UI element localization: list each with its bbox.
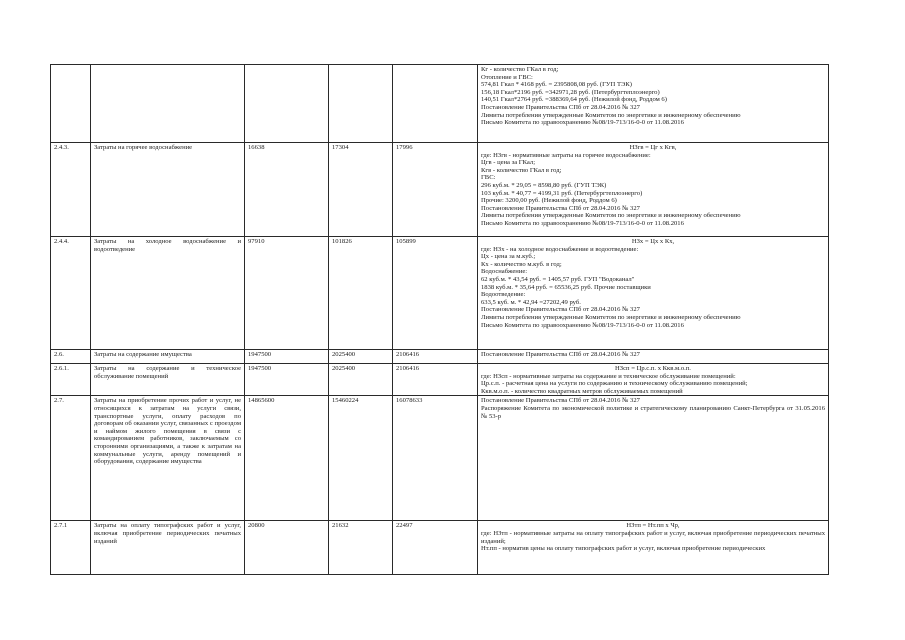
description-line: Письмо Комитета по здравоохранению №08/19-713/16-0-0 от 11.08.2016 <box>481 321 684 329</box>
row-number: 2.7.1 <box>51 521 91 575</box>
value-year-1: 1947500 <box>245 350 329 364</box>
row-number <box>51 65 91 143</box>
formula: НЗх = Цх х Кх, <box>631 238 675 245</box>
value-year-1: 1947500 <box>245 364 329 396</box>
description-line: 62 куб.м. * 43,54 руб. = 1405,57 руб. ГУП "Водоканал" <box>481 275 635 283</box>
formula: НЗсп = Цр.с.п. х Ккв.м.о.п. <box>615 365 691 372</box>
value-year-3 <box>393 65 478 143</box>
description-line: 296 куб.м. * 29,05 = 8598,80 руб. (ГУП ТЭК) <box>481 181 607 189</box>
row-number: 2.4.3. <box>51 143 91 237</box>
value-year-1: 16638 <box>245 143 329 237</box>
description-line: Лимиты потребления утвержденные Комитетом по энергетике и инженерному обеспечению <box>481 212 741 220</box>
description-line: Лимиты потребления утвержденные Комитетом по энергетике и инженерному обеспечению <box>481 111 741 119</box>
value-year-3: 16078633 <box>393 396 478 521</box>
table-row <box>51 521 829 575</box>
description-line: ГВС: <box>481 174 496 182</box>
row-description <box>478 65 829 143</box>
value-year-3: 105899 <box>393 237 478 350</box>
table-row <box>51 364 829 396</box>
description-line: Постановление Правительства СПб от 28.04.2016 № 327 <box>481 306 640 314</box>
value-year-2: 21632 <box>329 521 393 575</box>
table-row <box>51 237 829 350</box>
description-line: Постановление Правительства СПб от 28.04.2016 № 327 <box>481 103 640 111</box>
row-number: 2.6. <box>51 350 91 364</box>
description-line: 574,81 Гкал * 4168 руб. = 2395808,08 руб. (ГУП ТЭК) <box>481 81 632 89</box>
description-line: где: НЗгв - нормативные затраты на горячее водоснабжение: <box>481 151 651 159</box>
description-line: 140,51 Гкал*2764 руб. =388369,64 руб. (Нежилой фонд, Роддом 6) <box>481 96 667 104</box>
description-line: где: НЗсп - нормативные затраты на содержание и техническое обслуживание помещений: <box>481 372 736 380</box>
value-year-2 <box>329 65 393 143</box>
row-name: Затраты на холодное водоснабжение и водоотведение <box>91 237 245 350</box>
value-year-1: 14865600 <box>245 396 329 521</box>
description-line: Водоотведение: <box>481 291 526 299</box>
table-row <box>51 65 829 143</box>
table-row <box>51 396 829 521</box>
description-line: Постановление Правительства СПб от 28.04.2016 № 327 <box>481 204 640 212</box>
description-line: Цх - цена за м.куб.; <box>481 253 536 261</box>
row-description <box>478 143 829 237</box>
table-row <box>51 143 829 237</box>
value-year-3: 17996 <box>393 143 478 237</box>
description-line: 156,18 Гкал*2196 руб. =342971,28 руб. (Петербургтеплоэнерго) <box>481 88 660 96</box>
value-year-3: 2106416 <box>393 364 478 396</box>
row-description <box>478 237 829 350</box>
description-line: Постановление Правительства СПб от 28.04.2016 № 327 <box>481 397 640 405</box>
row-name: Затраты на приобретение прочих работ и услуг, не относящихся к затратам на услуги связи, транспортные услуги, оплату расходов по договорам об оказании услуг, связанных с проездом и наймом жилого помещения в связи с командированием работников, заключаемым со сторонними организациями, а также к затратам на коммунальные услуги, аренду помещений и оборудования, содержание имущества <box>91 396 245 521</box>
value-year-2: 2025400 <box>329 364 393 396</box>
description-line: 633,5 куб. м. * 42,94 =27202,49 руб. <box>481 298 581 306</box>
description-line: 1838 куб.м. * 35,64 руб. = 65536,25 руб. Прочие поставщики <box>481 283 651 291</box>
description-line: Ккв.м.о.п. - количество квадратных метров обслуживаемых помещений <box>481 387 683 395</box>
row-name: Затраты на содержание и техническое обслуживание помещений <box>91 364 245 396</box>
description-line: Постановление Правительства СПб от 28.04.2016 № 327 <box>481 351 640 358</box>
description-paragraph: Распоряжение Комитета по экономической политике и стратегическому планированию Санкт-Петербурга от 31.05.2016 № 53-р <box>481 404 825 420</box>
row-number: 2.4.4. <box>51 237 91 350</box>
row-description <box>478 521 829 575</box>
formula: НЗтп = Нт.пп х Чр, <box>626 522 680 530</box>
formula: НЗгв = Цг х Кгв, <box>629 144 677 151</box>
row-number: 2.6.1. <box>51 364 91 396</box>
value-year-2: 17304 <box>329 143 393 237</box>
row-description <box>478 350 829 364</box>
row-name: Затраты на горячее водоснабжение <box>91 143 245 237</box>
value-year-3: 22497 <box>393 521 478 575</box>
description-line: Кх - количество м.куб. в год; <box>481 260 562 268</box>
description-line: Кг - количество ГКал в год; <box>481 66 559 73</box>
description-paragraph: Нт.пп - норматив цены на оплату типографских работ и услуг, включая приобретение периодических <box>481 545 766 553</box>
description-line: Отопление и ГВС: <box>481 73 533 81</box>
row-name: Затраты на оплату типографских работ и услуг, включая приобретение периодических печатных изданий <box>91 521 245 575</box>
table-row <box>51 350 829 364</box>
description-line: Письмо Комитета по здравоохранению №08/19-713/16-0-0 от 11.08.2016 <box>481 119 684 127</box>
value-year-1: 20800 <box>245 521 329 575</box>
description-line: Цр.с.п. - расчетная цена на услуги по содержанию и техническому обслуживанию помещений; <box>481 380 748 388</box>
description-line: 103 куб.м. * 40,77 = 4199,31 руб. (Петербургтеплоэнерго) <box>481 189 643 197</box>
description-line: Цгв - цена за ГКал; <box>481 159 536 167</box>
row-description <box>478 364 829 396</box>
description-line: где: НЗх - на холодное водоснабжение и водоотведение: <box>481 245 639 253</box>
value-year-2: 15460224 <box>329 396 393 521</box>
value-year-1 <box>245 65 329 143</box>
description-paragraph: где: НЗтп - нормативные затраты на оплату типографских работ и услуг, включая приобретение периодических печатных изданий; <box>481 529 825 545</box>
description-line: Прочие: 3200,00 руб. (Нежилой фонд, Роддом 6) <box>481 197 617 205</box>
row-name <box>91 65 245 143</box>
row-number: 2.7. <box>51 396 91 521</box>
value-year-1: 97910 <box>245 237 329 350</box>
description-line: Письмо Комитета по здравоохранению №08/19-713/16-0-0 от 11.08.2016 <box>481 219 684 227</box>
value-year-2: 101826 <box>329 237 393 350</box>
description-line: Водоснабжение: <box>481 268 528 276</box>
row-description <box>478 396 829 521</box>
expense-table <box>50 64 829 575</box>
value-year-2: 2025400 <box>329 350 393 364</box>
value-year-3: 2106416 <box>393 350 478 364</box>
description-line: Лимиты потребления утвержденные Комитетом по энергетике и инженерному обеспечению <box>481 313 741 321</box>
description-line: Кгв - количество ГКал в год; <box>481 166 562 174</box>
row-name: Затраты на содержание имущества <box>91 350 245 364</box>
